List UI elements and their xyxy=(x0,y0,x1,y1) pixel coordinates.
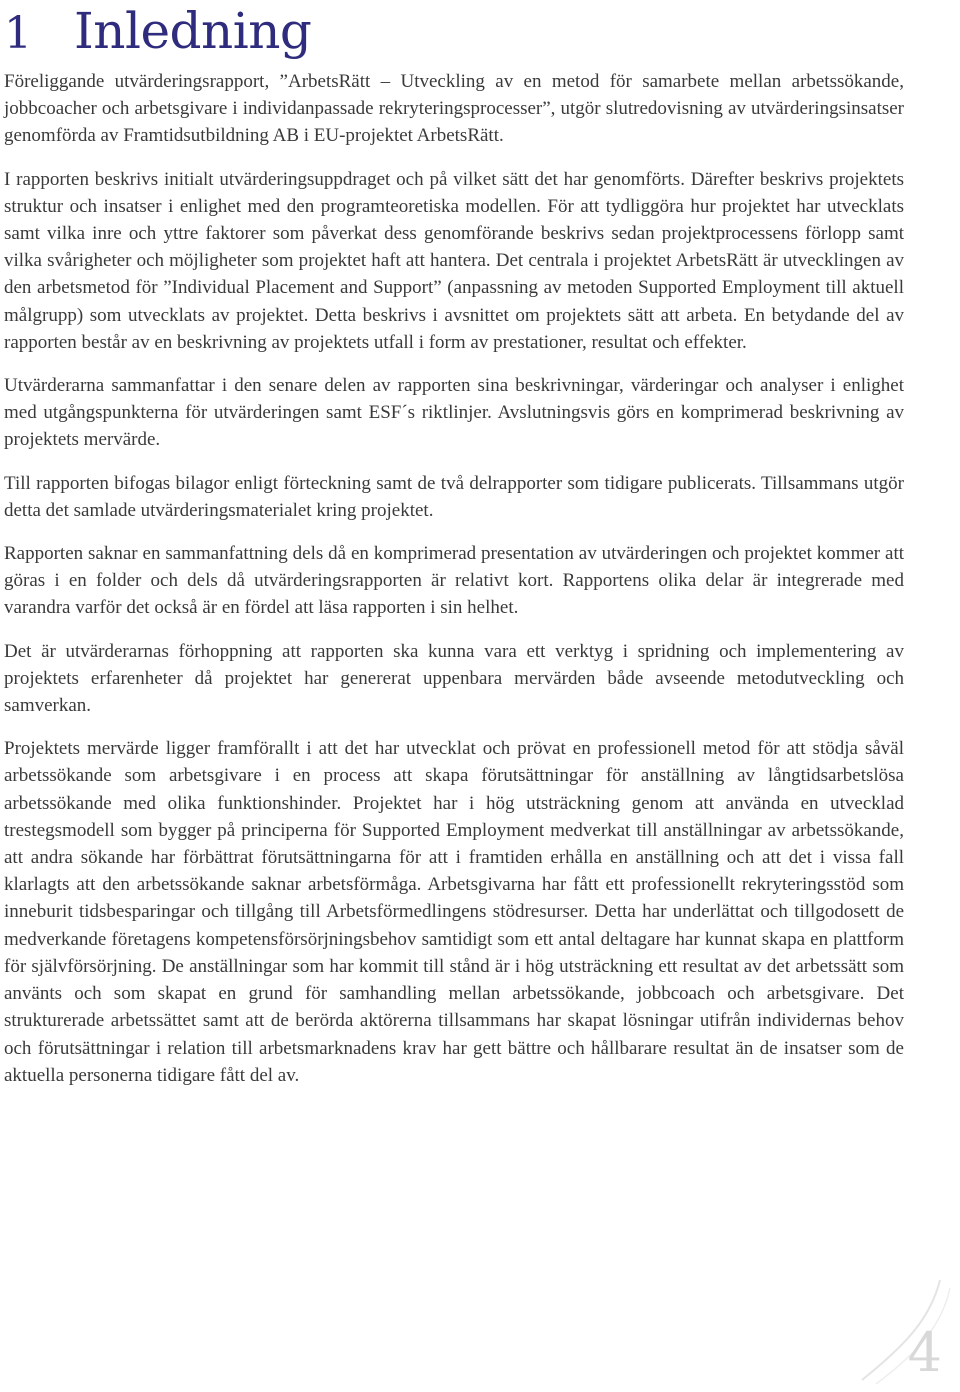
page-number: 4 xyxy=(907,1321,942,1384)
paragraph-intro: Föreliggande utvärderingsrapport, ”ArbetsRätt – Utveckling av en metod för samarbete mellan arbetssökande, jobbcoacher och arbetsgivare i individanpassade rekryteringsprocesser”, utgör slutredovisning av utvärderingsinsatser genomförda av Framtidsutbildning AB i EU-projektet ArbetsRätt. xyxy=(4,71,904,147)
paragraph-hope: Det är utvärderarnas förhoppning att rapporten ska kunna vara ett verktyg i spridning och implementering av projektets erfarenheter då projektet har genererat uppenbara mervärden både avseende metodutveckling och samverkan. xyxy=(4,640,904,717)
paragraph-added-value: Projektets mervärde ligger framförallt i att det har utvecklat och prövat en professionell metod för att stödja såväl arbetssökande som arbetsgivare i en process att skapa förutsättningar för anställning av långtidsarbetslösa arbetssökande med olika funktionshinder. Projektet har i hög utsträckning genom att använda en utvecklad trestegsmodell som bygger på principerna för Supported Employment medverkat till anställningar av arbetssökande, att andra sökande har förbättrat förutsättningarna för att i framtiden erhålla en anställning och att det i vissa fall klarlagts att den arbetssökande saknar arbetsförmåga. Arbetsgivarna har fått ett professionellt rekryteringsstöd som inneburit tidsbesparingar och tillgång till Arbetsförmedlingens stödresurser. Detta har underlättat och tillgodosett de medverkande företagens kompetensförsörjningsbehov samtidigt som ett antal deltagare har kunnat skapa en plattform för självförsörjning. De anställningar som har kommit till stånd är i hög utsträckning ett resultat av det arbetssätt som använts och som skapat en grund för samhandling mellan arbetssökande, jobbcoach och arbetsgivare. Det strukturerade arbetssättet samt att de berörda aktörerna tillsammans har skapat lösningar utifrån individernas behov och förutsättningar i relation till arbetsmarknadens krav har gett bättre och hållbarare resultat än de insatser som de aktuella personerna tidigare fått del av. xyxy=(4,738,904,1086)
chapter-heading xyxy=(4,2,311,66)
paragraph-summary: Utvärderarna sammanfattar i den senare delen av rapporten sina beskrivningar, värderingar och analyser i enlighet med utgångspunkterna för utvärderingen samt ESF´s riktlinjer. Avslutningsvis görs en komprimerad beskrivning av projektets mervärde. xyxy=(4,375,904,451)
paragraph-no-summary: Rapporten saknar en sammanfattning dels då en komprimerad presentation av utvärderingen och projektet kommer att göras i en folder och dels då utvärderingsrapporten är relativt kort. Rapportens olika delar är integrerade med varandra varför det också är en fördel att läsa rapporten i sin helhet. xyxy=(4,543,904,619)
chapter-title: Inledning xyxy=(74,2,312,60)
paragraph-structure: I rapporten beskrivs initialt utvärderingsuppdraget och på vilket sätt det har genomförts. Därefter beskrivs projektets struktur och insatser i enlighet med den programteoretiska modellen. För att tydliggöra hur projektet har utvecklats samt vilka inre och yttre faktorer som påverkat dess genomförande beskrivs sedan projektprocessens förlopp samt vilka svårigheter och möjligheter som projektet haft att hantera. Det centrala i projektet ArbetsRätt är utvecklingen av den arbetsmetod för ”Individual Placement and Support” (anpassning av metoden Supported Employment till aktuell målgrupp) som utvecklats av projektet. Detta beskrivs i avsnittet om projektets sätt att arbeta. En betydande del av rapporten består av en beskrivning av projektets utfall i form av prestationer, resultat och effekter. xyxy=(4,168,904,353)
paragraph-attachments: Till rapporten bifogas bilagor enligt förteckning samt de två delrapporter som tidigare publicerats. Tillsammans utgör detta det samlade utvärderingsmaterialet kring projektet. xyxy=(4,472,904,521)
body-text xyxy=(4,68,904,1105)
chapter-number: 1 xyxy=(4,8,32,59)
